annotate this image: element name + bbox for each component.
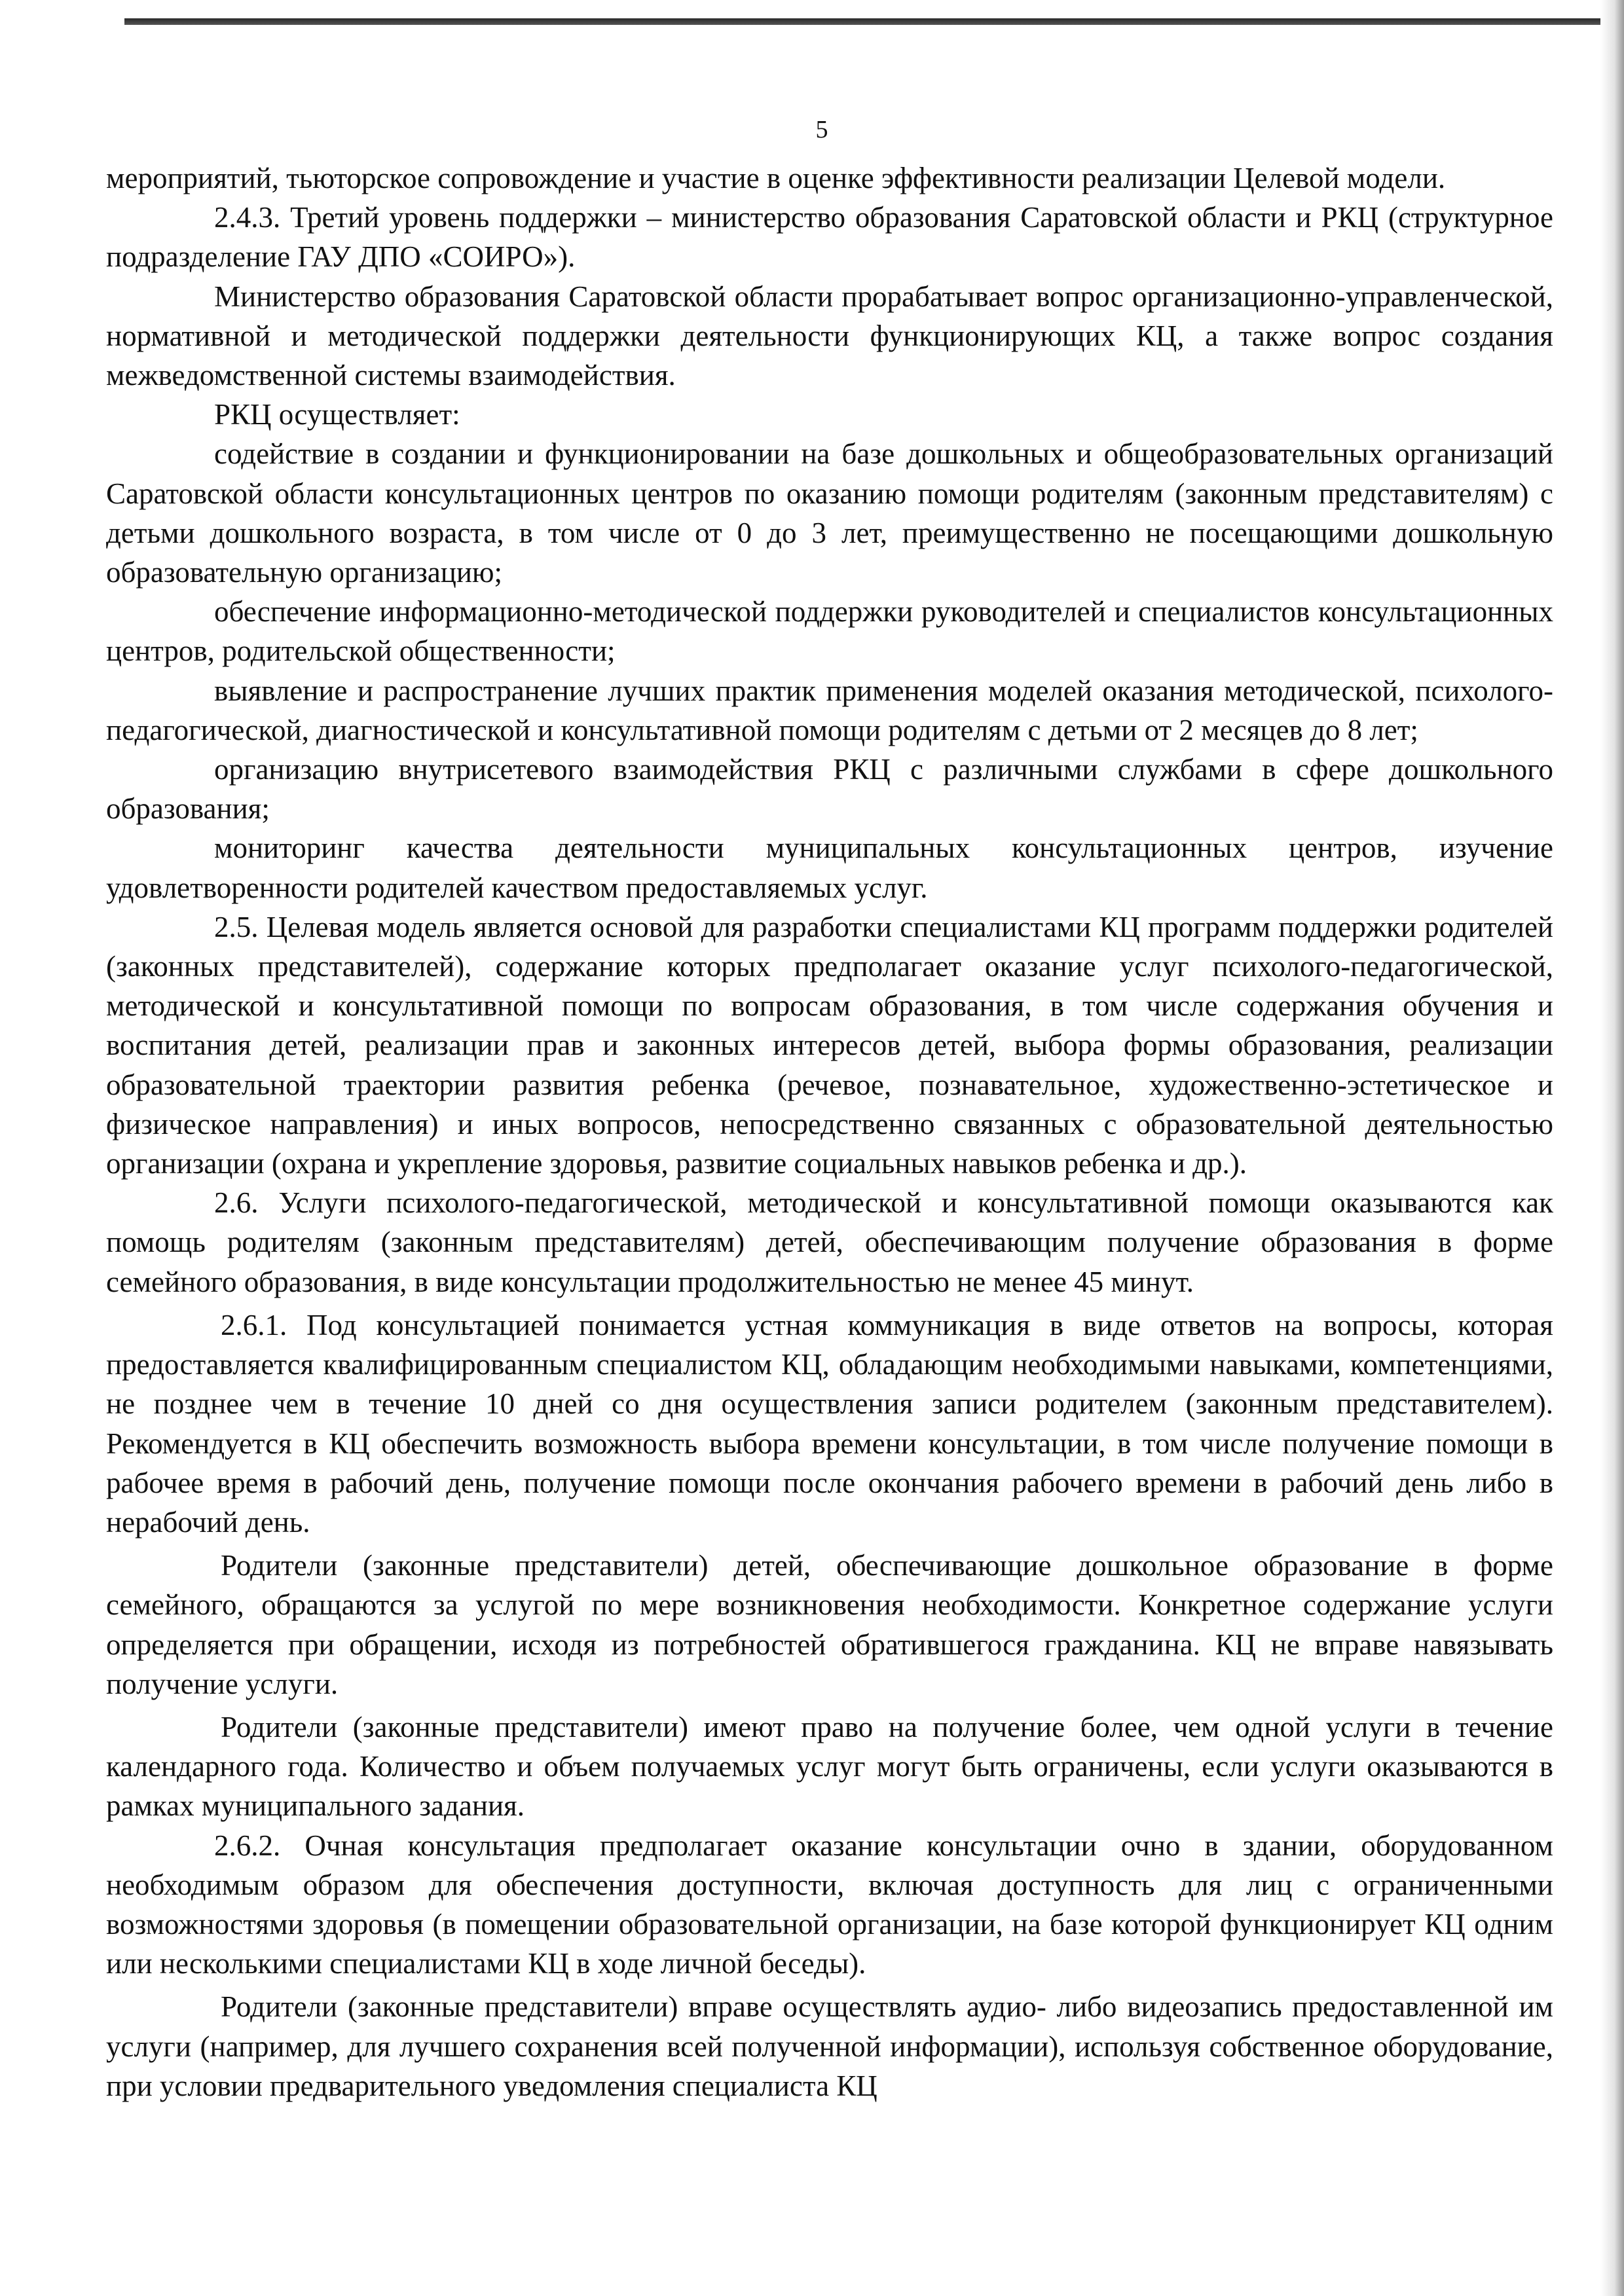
paragraph-rkc-intro: РКЦ осуществляет: [214, 398, 460, 431]
paragraph-2-6: 2.6. Услуги психолого-педагогической, методической и консультативной помощи оказываются как помощь родителям (законным представителям) детей, обеспечивающим получение образования в форме семейного образования, в виде консультации продолжительностью не менее 45 минут. [106, 1186, 1553, 1298]
document-body [106, 158, 1553, 2105]
paragraph-parents-rights: Родители (законные представители) имеют право на получение более, чем одной услуги в течение календарного года. Количество и объем получаемых услуг могут быть ограничены, если услуги оказываются в рамках муниципального задания. [106, 1710, 1553, 1823]
paragraph-continuation: мероприятий, тьюторское сопровождение и участие в оценке эффективности реализации Целевой модели. [106, 162, 1446, 194]
paragraph-2-4-3: 2.4.3. Третий уровень поддержки – министерство образования Саратовской области и РКЦ (структурное подразделение ГАУ ДПО «СОИРО»). [106, 201, 1553, 274]
paragraph-parents-request: Родители (законные представители) детей, обеспечивающие дошкольное образование в форме семейного, обращаются за услугой по мере возникновения необходимости. Конкретное содержание услуги определяется при обращении, исходя из потребностей обратившегося гражданина. КЦ не вправе навязывать получение услуги. [106, 1549, 1553, 1700]
paragraph-ministry: Министерство образования Саратовской области прорабатывает вопрос организационно-управленческой, нормативной и методической поддержки деятельности функционирующих КЦ, а также вопрос создания межведомственной системы взаимодействия. [106, 280, 1553, 392]
paragraph-2-6-1: 2.6.1. Под консультацией понимается устная коммуникация в виде ответов на вопросы, которая предоставляется квалифицированным специалистом КЦ, обладающим необходимыми навыками, компетенциями, не позднее чем в течение 10 дней со дня осуществления записи родителем (законным представителем). Рекомендуется в КЦ обеспечить возможность выбора времени консультации, в том числе получение помощи в рабочее время в рабочий день, получение помощи после окончания рабочего времени в рабочий день либо в нерабочий день. [106, 1308, 1553, 1539]
list-item-rkc-4: организацию внутрисетевого взаимодействия РКЦ с различными службами в сфере дошкольного образования; [106, 753, 1553, 826]
list-item-rkc-2: обеспечение информационно-методической поддержки руководителей и специалистов консультационных центров, родительской общественности; [106, 595, 1553, 668]
paragraph-2-6-2: 2.6.2. Очная консультация предполагает оказание консультации очно в здании, оборудованном необходимым образом для обеспечения доступности, включая доступность для лиц с ограниченными возможностями здоровья (в помещении образовательной организации, на базе которой функционирует КЦ одним или несколькими специалистами КЦ в ходе личной беседы). [106, 1829, 1553, 1980]
list-item-rkc-3: выявление и распространение лучших практик применения моделей оказания методической, психолого-педагогической, диагностической и консультативной помощи родителям с детьми от 2 месяцев до 8 лет; [106, 674, 1553, 746]
list-item-rkc-5: мониторинг качества деятельности муниципальных консультационных центров, изучение удовлетворенности родителей качеством предоставляемых услуг. [106, 831, 1553, 904]
scan-right-edge [1600, 0, 1624, 2296]
paragraph-2-5: 2.5. Целевая модель является основой для разработки специалистами КЦ программ поддержки родителей (законных представителей), содержание которых предполагает оказание услуг психолого-педагогической, методической и консультативной помощи по вопросам образования, в том числе содержания обучения и воспитания детей, реализации прав и законных интересов детей, выбора формы образования, реализации образовательной траектории развития ребенка (речевое, познавательное, художественно-эстетическое и физическое направления) и иных вопросов, непосредственно связанных с образовательной деятельностью организации (охрана и укрепление здоровья, развитие социальных навыков ребенка и др.). [106, 910, 1553, 1180]
scan-top-edge [124, 18, 1624, 25]
paragraph-recording: Родители (законные представители) вправе осуществлять аудио- либо видеозапись предоставленной им услуги (например, для лучшего сохранения всей полученной информации), используя собственное оборудование, при условии предварительного уведомления специалиста КЦ [106, 1990, 1553, 2102]
list-item-rkc-1: содействие в создании и функционировании на базе дошкольных и общеобразовательных организаций Саратовской области консультационных центров по оказанию помощи родителям (законным представителям) с детьми дошкольного возраста, в том числе от 0 до 3 лет, преимущественно не посещающими дошкольную образовательную организацию; [106, 437, 1553, 589]
page-number: 5 [815, 116, 828, 143]
